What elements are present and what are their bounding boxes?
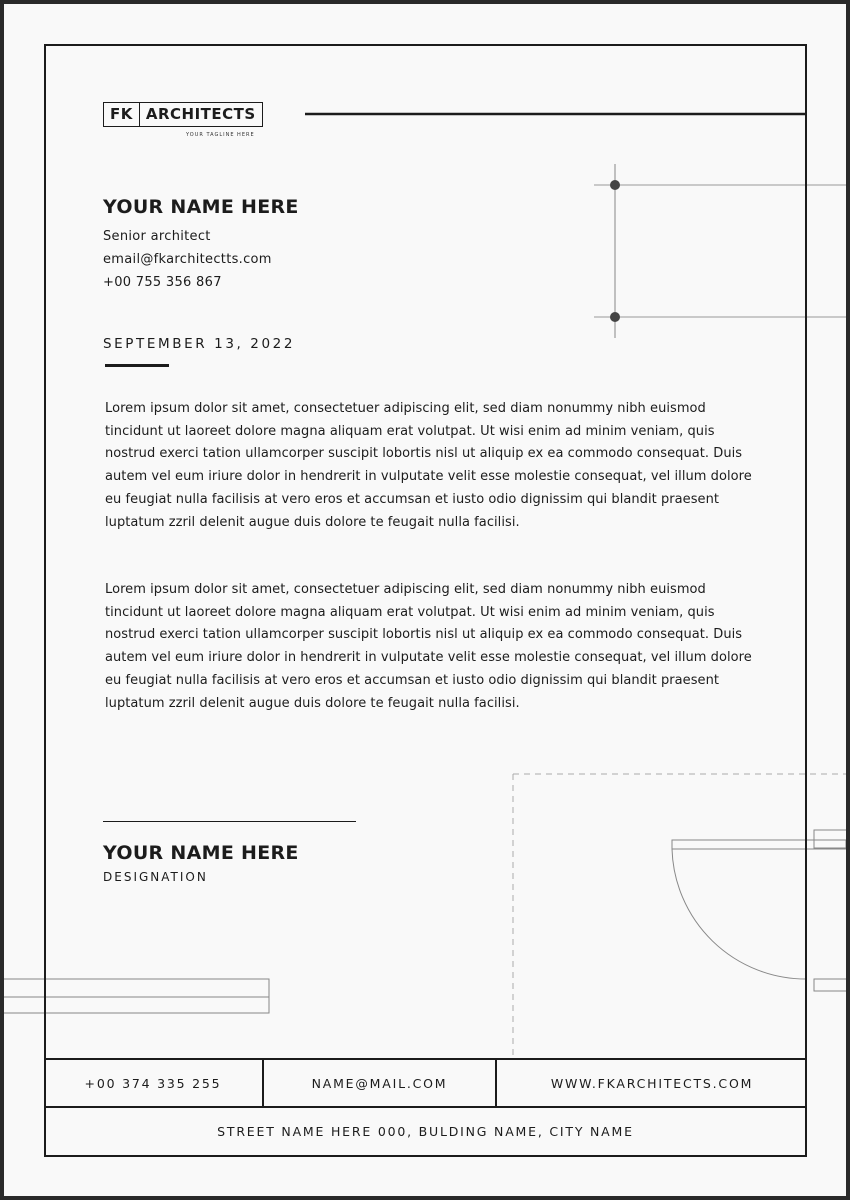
body-paragraph-2: Lorem ipsum dolor sit amet, consectetuer adipiscing elit, sed diam nonummy nibh euismod tincidunt ut laoreet dolore magna aliquam erat volutpat. Ut wisi enim ad minim veniam, quis nostrud exerci tation ullamcorper suscipit lobortis nisl ut aliquip ex ea commodo consequat. Duis autem vel eum iriure dolor in hendrerit in vulputate velit esse molestie consequat, vel illum dolore eu feugiat nulla facilisis at vero eros et accumsan et iusto odio dignissim qui blandit praesent luptatum zzril delenit augue duis dolore te feugait nulla facilisi. [105,582,752,711]
footer-phone: +00 374 335 255 [84,1076,222,1091]
signature-line [103,821,356,822]
signature-designation: DESIGNATION [103,870,208,884]
signature-name: YOUR NAME HERE [103,842,299,864]
company-logo [103,102,263,127]
logo-name: ARCHITECTS [145,105,256,123]
sender-title: Senior architect [103,229,211,244]
sender-email: email@fkarchitectts.com [103,252,272,267]
footer-website: WWW.FKARCHITECTS.COM [495,1060,807,1107]
footer-email: NAME@MAIL.COM [262,1060,495,1107]
logo-initials: FK [104,103,140,126]
body-paragraph-1: Lorem ipsum dolor sit amet, consectetuer adipiscing elit, sed diam nonummy nibh euismod tincidunt ut laoreet dolore magna aliquam erat volutpat. Ut wisi enim ad minim veniam, quis nostrud exerci tation ullamcorper suscipit lobortis nisl ut aliquip ex ea commodo consequat. Duis autem vel eum iriure dolor in hendrerit in vulputate velit esse molestie consequat, vel illum dolore eu feugiat nulla facilisis at vero eros et accumsan et iusto odio dignissim qui blandit praesent luptatum zzril delenit augue duis dolore te feugait nulla facilisi. [105,401,752,530]
footer-address: STREET NAME HERE 000, BULDING NAME, CITY NAME [217,1124,634,1139]
letter-date: SEPTEMBER 13, 2022 [103,336,296,352]
logo-tagline: YOUR TAGLINE HERE [186,132,255,138]
sender-name: YOUR NAME HERE [103,196,299,218]
letterhead-page [4,4,846,1196]
sender-phone: +00 755 356 867 [103,275,222,290]
footer-contact-row [44,1058,807,1107]
date-underline [105,364,169,367]
footer-address-row [44,1106,807,1155]
